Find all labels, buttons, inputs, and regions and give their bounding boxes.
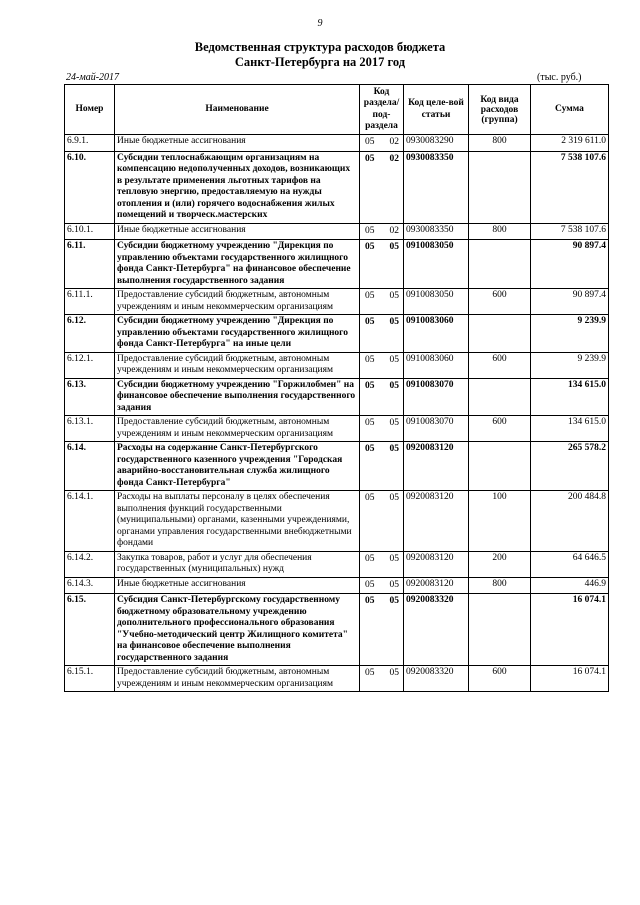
row-sum: 134 615.0: [531, 378, 609, 416]
row-expense-type: 200: [469, 551, 531, 577]
row-subsection: 05: [389, 668, 399, 678]
row-number: 6.14.: [65, 442, 115, 491]
row-name: Предоставление субсидий бюджетным, автономным учреждениям и иным некоммерческим организациям: [115, 352, 360, 378]
row-sum: 90 897.4: [531, 289, 609, 315]
row-section: 05: [365, 579, 375, 590]
table-row: [65, 240, 609, 289]
row-section-code: [360, 240, 404, 289]
table-row: [65, 151, 609, 223]
row-section: 05: [365, 242, 375, 252]
row-sum: 446.9: [531, 577, 609, 594]
row-subsection: 05: [389, 493, 399, 503]
header-name: Наименование: [115, 85, 360, 135]
row-subsection: 05: [389, 291, 399, 301]
row-sum: 200 484.8: [531, 491, 609, 552]
header-expense-type: Код вида расходов (группа): [469, 85, 531, 135]
table-row: [65, 666, 609, 692]
units-label: (тыс. руб.): [537, 72, 582, 83]
row-name: Субсидии бюджетному учреждению "Горжилобмен" на финансовое обеспечение выполнения государственного задания: [115, 378, 360, 416]
table-row: [65, 315, 609, 353]
row-article-code: 0920083120: [404, 577, 469, 594]
document-date: 24-май-2017: [66, 72, 120, 83]
row-section-code: [360, 289, 404, 315]
row-subsection: 05: [389, 553, 399, 564]
row-number: 6.12.1.: [65, 352, 115, 378]
table-row: [65, 289, 609, 315]
table-row: [65, 551, 609, 577]
row-section: 05: [365, 493, 375, 503]
row-name: Предоставление субсидий бюджетным, автономным учреждениям и иным некоммерческим организациям: [115, 289, 360, 315]
table-row: [65, 442, 609, 491]
row-name: Расходы на выплаты персоналу в целях обеспечения выполнения функций государственными (муниципальными) органами, казенными учреждениями, органами управления государственными внебюджетными фондами: [115, 491, 360, 552]
row-number: 6.13.1.: [65, 416, 115, 442]
row-section-code: [360, 491, 404, 552]
row-subsection: 05: [389, 380, 399, 391]
row-article-code: 0910083060: [404, 352, 469, 378]
row-subsection: 05: [389, 596, 399, 606]
row-expense-type: 800: [469, 223, 531, 240]
row-number: 6.14.2.: [65, 551, 115, 577]
row-section: 05: [365, 596, 375, 606]
row-name: Субсидии теплоснабжающим организациям на компенсацию недополученных доходов, возникающих в результате применения льготных тарифов на тепловую энергию, предоставляемую на нужды отопления и (или) горячего водоснабжения жилых помещений и творческ.мастерских: [115, 151, 360, 223]
row-section: 05: [365, 418, 375, 428]
row-sum: 7 538 107.6: [531, 151, 609, 223]
row-subsection: 05: [389, 354, 399, 365]
table-row: [65, 491, 609, 552]
row-expense-type: [469, 442, 531, 491]
row-expense-type: [469, 315, 531, 353]
page-title: [0, 40, 640, 70]
row-expense-type: 600: [469, 666, 531, 692]
row-subsection: 05: [389, 418, 399, 428]
row-number: 6.10.1.: [65, 223, 115, 240]
table-row: [65, 223, 609, 240]
row-number: 6.11.: [65, 240, 115, 289]
row-subsection: 05: [389, 444, 399, 454]
row-article-code: 0930083350: [404, 223, 469, 240]
row-article-code: 0920083120: [404, 442, 469, 491]
row-sum: 64 646.5: [531, 551, 609, 577]
row-number: 6.9.1.: [65, 135, 115, 152]
table-body: [65, 135, 609, 692]
row-expense-type: 600: [469, 289, 531, 315]
row-number: 6.11.1.: [65, 289, 115, 315]
row-section-code: [360, 577, 404, 594]
row-section: 05: [365, 291, 375, 301]
row-article-code: 0930083290: [404, 135, 469, 152]
row-subsection: 05: [389, 242, 399, 252]
row-expense-type: 800: [469, 135, 531, 152]
row-subsection: 02: [389, 137, 399, 147]
row-number: 6.12.: [65, 315, 115, 353]
row-section: 05: [365, 317, 375, 327]
table-row: [65, 378, 609, 416]
row-section: 05: [365, 444, 375, 454]
row-article-code: 0920083320: [404, 666, 469, 692]
row-sum: 9 239.9: [531, 315, 609, 353]
header-sum: Сумма: [531, 85, 609, 135]
row-sum: 9 239.9: [531, 352, 609, 378]
table-row: [65, 594, 609, 666]
row-expense-type: 800: [469, 577, 531, 594]
row-sum: 90 897.4: [531, 240, 609, 289]
row-subsection: 05: [389, 317, 399, 327]
row-sum: 265 578.2: [531, 442, 609, 491]
row-section-code: [360, 378, 404, 416]
row-section: 05: [365, 668, 375, 678]
row-subsection: 02: [389, 225, 399, 236]
row-subsection: 02: [389, 153, 399, 164]
row-section: 05: [365, 553, 375, 564]
table-row: [65, 416, 609, 442]
row-section-code: [360, 352, 404, 378]
row-section-code: [360, 551, 404, 577]
row-sum: 16 074.1: [531, 594, 609, 666]
table-row: [65, 135, 609, 152]
row-article-code: 0910083050: [404, 240, 469, 289]
row-name: Расходы на содержание Санкт-Петербургского государственного казенного учреждения "Городская аварийно-восстановительная служба жилищного фонда Санкт-Петербурга": [115, 442, 360, 491]
row-number: 6.15.1.: [65, 666, 115, 692]
row-section-code: [360, 223, 404, 240]
row-article-code: 0910083070: [404, 378, 469, 416]
row-article-code: 0910083050: [404, 289, 469, 315]
row-section: 05: [365, 153, 375, 164]
row-expense-type: 100: [469, 491, 531, 552]
header-article-code: Код целе-вой статьи: [404, 85, 469, 135]
row-name: Иные бюджетные ассигнования: [115, 577, 360, 594]
table-row: [65, 577, 609, 594]
row-name: Предоставление субсидий бюджетным, автономным учреждениям и иным некоммерческим организациям: [115, 666, 360, 692]
row-name: Субсидии бюджетному учреждению "Дирекция по управлению объектами государственного жилищного фонда Санкт-Петербурга" на иные цели: [115, 315, 360, 353]
row-article-code: 0930083350: [404, 151, 469, 223]
row-expense-type: [469, 378, 531, 416]
row-article-code: 0920083120: [404, 491, 469, 552]
row-expense-type: 600: [469, 416, 531, 442]
row-section: 05: [365, 354, 375, 365]
row-name: Иные бюджетные ассигнования: [115, 223, 360, 240]
header-number: Номер: [65, 85, 115, 135]
row-section: 05: [365, 137, 375, 147]
row-sum: 2 319 611.0: [531, 135, 609, 152]
row-section-code: [360, 135, 404, 152]
row-article-code: 0910083070: [404, 416, 469, 442]
row-section-code: [360, 315, 404, 353]
row-sum: 7 538 107.6: [531, 223, 609, 240]
row-expense-type: [469, 151, 531, 223]
row-section-code: [360, 416, 404, 442]
row-name: Предоставление субсидий бюджетным, автономным учреждениям и иным некоммерческим организациям: [115, 416, 360, 442]
row-section-code: [360, 666, 404, 692]
row-expense-type: [469, 240, 531, 289]
table-row: [65, 352, 609, 378]
row-section-code: [360, 442, 404, 491]
table-header: [65, 85, 609, 135]
row-section: 05: [365, 225, 375, 236]
row-number: 6.14.1.: [65, 491, 115, 552]
row-article-code: 0910083060: [404, 315, 469, 353]
row-section: 05: [365, 380, 375, 391]
row-number: 6.14.3.: [65, 577, 115, 594]
row-sum: 134 615.0: [531, 416, 609, 442]
row-subsection: 05: [389, 579, 399, 590]
title-line-1: Ведомственная структура расходов бюджета: [194, 40, 446, 54]
row-article-code: 0920083320: [404, 594, 469, 666]
header-section-code: Код раздела/ под-раздела: [360, 85, 404, 135]
row-sum: 16 074.1: [531, 666, 609, 692]
row-name: Иные бюджетные ассигнования: [115, 135, 360, 152]
row-name: Субсидии бюджетному учреждению "Дирекция по управлению объектами государственного жилищного фонда Санкт-Петербурга" на финансовое обеспечение выполнения государственного задания: [115, 240, 360, 289]
row-number: 6.13.: [65, 378, 115, 416]
row-expense-type: 600: [469, 352, 531, 378]
budget-table: [64, 84, 609, 692]
row-name: Закупка товаров, работ и услуг для обеспечения государственных (муниципальных) нужд: [115, 551, 360, 577]
title-line-2: Санкт-Петербурга на 2017 год: [234, 55, 406, 69]
row-section-code: [360, 151, 404, 223]
row-number: 6.10.: [65, 151, 115, 223]
row-expense-type: [469, 594, 531, 666]
row-number: 6.15.: [65, 594, 115, 666]
row-section-code: [360, 594, 404, 666]
row-article-code: 0920083120: [404, 551, 469, 577]
page-number: 9: [317, 18, 323, 29]
row-name: Субсидия Санкт-Петербургскому государственному бюджетному образовательному учреждению дополнительного профессионального образования "Учебно-методический центр Жилищного комитета" на финансовое обеспечение выполнения государственного задания: [115, 594, 360, 666]
